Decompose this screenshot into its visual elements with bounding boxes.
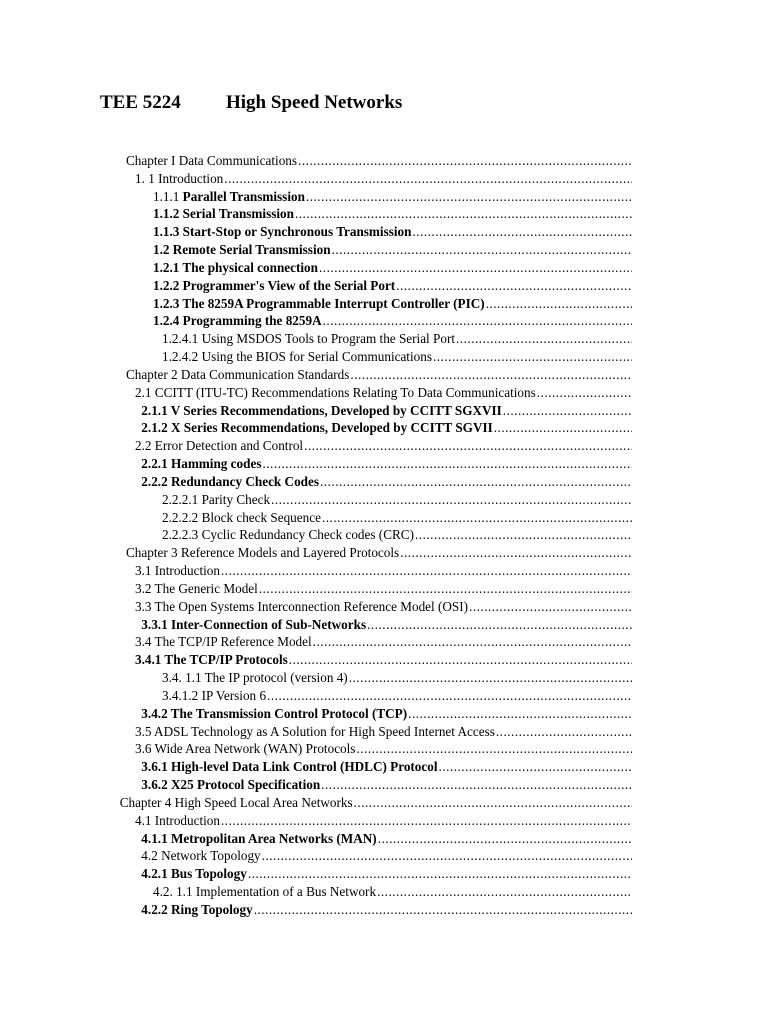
toc-entry-text: 4.2.1 Bus Topology bbox=[141, 866, 247, 882]
toc-entry[interactable] bbox=[135, 812, 632, 830]
toc-entry-label bbox=[141, 776, 320, 794]
toc-entry-text: 1.1.2 Serial Transmission bbox=[153, 206, 294, 222]
toc-entry-text: 2.1 CCITT (ITU-TC) Recommendations Relating To Data Communications bbox=[135, 384, 536, 400]
dot-leader bbox=[400, 544, 632, 562]
toc-entry-text: 3.3.1 Inter-Connection of Sub-Networks bbox=[141, 616, 367, 632]
dot-leader bbox=[306, 188, 632, 206]
toc-entry-label bbox=[153, 277, 395, 295]
toc-entry-text: 3.6 Wide Area Network (WAN) Protocols bbox=[135, 741, 356, 757]
toc-entry-text: 4.2. 1.1 Implementation of a Bus Network bbox=[153, 884, 377, 900]
toc-entry-label bbox=[141, 847, 260, 865]
toc-entry[interactable] bbox=[141, 455, 632, 473]
toc-entry-label bbox=[141, 473, 319, 491]
toc-entry-label bbox=[162, 491, 270, 509]
dot-leader bbox=[356, 740, 632, 758]
toc-entry-text: 1.2.3 The 8259A Programmable Interrupt Controller (PIC) bbox=[153, 295, 485, 311]
toc-entry[interactable] bbox=[153, 188, 632, 206]
toc-entry[interactable] bbox=[135, 562, 632, 580]
dot-leader bbox=[350, 366, 632, 384]
toc-entry-label bbox=[141, 865, 247, 883]
toc-entry-text: 2.2 Error Detection and Control bbox=[135, 438, 304, 454]
toc-entry[interactable] bbox=[141, 830, 632, 848]
toc-entry-label bbox=[153, 295, 485, 313]
dot-leader bbox=[321, 776, 632, 794]
toc-entry-label bbox=[141, 705, 407, 723]
toc-entry-text: 3.4. 1.1 The IP protocol (version 4) bbox=[162, 670, 348, 686]
toc-entry-label bbox=[135, 437, 303, 455]
dot-leader bbox=[412, 223, 632, 241]
toc-entry[interactable] bbox=[162, 669, 632, 687]
dot-leader bbox=[289, 651, 632, 669]
dot-leader bbox=[367, 616, 632, 634]
toc-entry-text: Chapter I Data Communications bbox=[126, 153, 298, 168]
toc-entry-text: 3.4.1.2 IP Version 6 bbox=[162, 687, 267, 703]
dot-leader bbox=[396, 277, 632, 295]
dot-leader bbox=[377, 883, 632, 901]
toc-entry-label bbox=[162, 669, 348, 687]
toc-entry[interactable] bbox=[162, 687, 632, 705]
toc-entry-label bbox=[126, 366, 349, 384]
dot-leader bbox=[349, 669, 632, 687]
toc-entry-text: 2.1.2 X Series Recommendations, Developed by CCITT SGVII bbox=[141, 420, 493, 436]
toc-entry[interactable] bbox=[135, 437, 632, 455]
toc-entry[interactable] bbox=[153, 312, 632, 330]
toc-entry-text: 3.4.1 The TCP/IP Protocols bbox=[135, 652, 288, 668]
toc-entry-text: 1.2.4 Programming the 8259A bbox=[153, 313, 322, 329]
toc-entry-label bbox=[135, 384, 536, 402]
toc-entry-text: 2.2.2.3 Cyclic Redundancy Check codes (CRC) bbox=[162, 527, 414, 543]
dot-leader bbox=[319, 259, 632, 277]
toc-entry-text: 3.6.2 X25 Protocol Specification bbox=[141, 777, 321, 793]
dot-leader bbox=[323, 312, 632, 330]
toc-entry-text: 2.2.2 Redundancy Check Codes bbox=[141, 473, 319, 489]
toc-entry[interactable] bbox=[153, 241, 632, 259]
dot-leader bbox=[248, 865, 632, 883]
toc-entry-label bbox=[153, 205, 294, 223]
dot-leader bbox=[262, 455, 632, 473]
dot-leader bbox=[304, 437, 632, 455]
toc-entry-label bbox=[162, 330, 455, 348]
toc-entry[interactable] bbox=[141, 616, 632, 634]
toc-entry-label bbox=[162, 509, 321, 527]
dot-leader bbox=[221, 812, 632, 830]
toc-entry-label bbox=[141, 419, 492, 437]
toc-entry-text: 1.2 Remote Serial Transmission bbox=[153, 242, 331, 258]
toc-entry-label bbox=[126, 544, 399, 562]
toc-entry-label bbox=[135, 598, 468, 616]
dot-leader bbox=[320, 473, 632, 491]
toc-entry-text: 2.2.2.2 Block check Sequence bbox=[162, 509, 321, 525]
toc-entry[interactable] bbox=[126, 366, 632, 384]
toc-entry-text: 3.5 ADSL Technology as A Solution for High Speed Internet Access bbox=[135, 723, 495, 739]
toc-entry[interactable] bbox=[135, 598, 632, 616]
toc-entry[interactable] bbox=[153, 223, 632, 241]
page-title bbox=[100, 92, 402, 114]
toc-entry-text: Chapter 4 High Speed Local Area Networks bbox=[119, 794, 353, 810]
dot-leader bbox=[221, 562, 632, 580]
toc-entry-text: 3.1 Introduction bbox=[135, 563, 220, 579]
toc-entry[interactable] bbox=[126, 152, 632, 170]
dot-leader bbox=[322, 509, 632, 527]
dot-leader bbox=[415, 526, 632, 544]
toc-entry[interactable] bbox=[141, 847, 632, 865]
dot-leader bbox=[439, 758, 632, 776]
toc-entry-text: 4.2 Network Topology bbox=[141, 848, 261, 864]
dot-leader bbox=[503, 402, 632, 420]
toc-entry-text: 3.2 The Generic Model bbox=[135, 580, 258, 596]
dot-leader bbox=[469, 598, 632, 616]
toc-entry-label bbox=[162, 348, 432, 366]
toc-entry-text: 3.6.1 High-level Data Link Control (HDLC) Protocol bbox=[141, 759, 438, 775]
toc-entry-text: 1. 1 Introduction bbox=[135, 170, 224, 186]
toc-entry-text: 1.2.4.2 Using the BIOS for Serial Communications bbox=[162, 349, 432, 365]
dot-leader bbox=[494, 419, 632, 437]
toc-entry-text: 2.1.1 V Series Recommendations, Developed by CCITT SGXVII bbox=[141, 402, 502, 418]
toc-entry[interactable] bbox=[162, 348, 632, 366]
toc-entry-label bbox=[126, 152, 297, 170]
toc-entry-text: 3.3 The Open Systems Interconnection Reference Model (OSI) bbox=[135, 598, 469, 614]
toc-entry-label bbox=[135, 723, 495, 741]
toc-entry[interactable] bbox=[141, 419, 632, 437]
dot-leader bbox=[298, 152, 632, 170]
toc-entry-text: 4.1.1 Metropolitan Area Networks (MAN) bbox=[141, 830, 377, 846]
toc-entry-label bbox=[135, 633, 312, 651]
toc-entry-label bbox=[162, 687, 266, 705]
toc-entry[interactable] bbox=[135, 580, 632, 598]
toc-entry-label bbox=[141, 758, 437, 776]
toc-entry[interactable] bbox=[135, 740, 632, 758]
toc-entry[interactable] bbox=[135, 170, 632, 188]
dot-leader bbox=[259, 580, 632, 598]
toc-entry[interactable] bbox=[120, 794, 632, 812]
toc-entry-label bbox=[153, 312, 322, 330]
toc-entry-label bbox=[141, 402, 501, 420]
toc-entry-label bbox=[135, 812, 220, 830]
dot-leader bbox=[496, 723, 632, 741]
toc-entry-label bbox=[135, 562, 220, 580]
toc-entry-text: Chapter 3 Reference Models and Layered Protocols bbox=[126, 545, 400, 561]
toc-entry-label bbox=[141, 616, 366, 634]
toc-entry[interactable] bbox=[141, 473, 632, 491]
toc-entry-text: 3.4.2 The Transmission Control Protocol (TCP) bbox=[141, 705, 408, 721]
toc-entry-text: 4.2.2 Ring Topology bbox=[141, 901, 253, 917]
dot-leader bbox=[313, 633, 632, 651]
toc-entry[interactable] bbox=[126, 544, 632, 562]
toc-entry-label bbox=[135, 651, 288, 669]
toc-entry[interactable] bbox=[141, 776, 632, 794]
toc-entry[interactable] bbox=[162, 509, 632, 527]
toc-entry-label bbox=[141, 830, 376, 848]
toc-entry[interactable] bbox=[162, 491, 632, 509]
toc-entry-text: 1.2.4.1 Using MSDOS Tools to Program the Serial Port bbox=[162, 331, 455, 347]
toc-entry-label bbox=[135, 740, 355, 758]
toc-entry-text: Parallel Transmission bbox=[182, 188, 305, 204]
toc-entry-text: 1.2.2 Programmer's View of the Serial Port bbox=[153, 277, 396, 293]
dot-leader bbox=[408, 705, 632, 723]
dot-leader bbox=[378, 830, 632, 848]
dot-leader bbox=[433, 348, 632, 366]
course-code: TEE 5224 bbox=[100, 92, 181, 113]
toc-entry[interactable] bbox=[135, 651, 632, 669]
dot-leader bbox=[295, 205, 632, 223]
toc-entry-text: 3.4 The TCP/IP Reference Model bbox=[135, 634, 312, 650]
toc-entry[interactable] bbox=[141, 758, 632, 776]
toc-entry[interactable] bbox=[153, 883, 632, 901]
toc-entry-label bbox=[153, 188, 305, 206]
toc-entry[interactable] bbox=[141, 865, 632, 883]
toc-entry-label bbox=[120, 794, 353, 812]
dot-leader bbox=[254, 901, 632, 919]
toc-entry-label bbox=[135, 170, 223, 188]
toc-entry[interactable] bbox=[135, 723, 632, 741]
toc-entry-text: 2.2.2.1 Parity Check bbox=[162, 491, 271, 507]
dot-leader bbox=[332, 241, 632, 259]
toc-entry-label bbox=[153, 241, 331, 259]
toc-entry-text: Chapter 2 Data Communication Standards bbox=[126, 366, 350, 382]
toc-entry-label bbox=[141, 901, 252, 919]
toc-entry[interactable] bbox=[141, 705, 632, 723]
toc-entry-text: 4.1 Introduction bbox=[135, 812, 220, 828]
toc-entry-text: 1.1.3 Start-Stop or Synchronous Transmission bbox=[153, 224, 412, 240]
dot-leader bbox=[271, 491, 632, 509]
toc-entry-label bbox=[141, 455, 261, 473]
dot-leader bbox=[267, 687, 632, 705]
toc-entry[interactable] bbox=[162, 330, 632, 348]
toc-entry-label bbox=[153, 883, 376, 901]
toc-entry[interactable] bbox=[153, 277, 632, 295]
dot-leader bbox=[537, 384, 632, 402]
dot-leader bbox=[486, 295, 632, 313]
dot-leader bbox=[354, 794, 632, 812]
dot-leader bbox=[224, 170, 632, 188]
toc-entry-text: 1.2.1 The physical connection bbox=[153, 259, 318, 275]
toc-entry[interactable] bbox=[141, 901, 632, 919]
toc-entry-number: 1.1.1 bbox=[153, 188, 183, 204]
dot-leader bbox=[262, 847, 632, 865]
toc-entry[interactable] bbox=[153, 205, 632, 223]
toc-entry-label bbox=[153, 259, 318, 277]
dot-leader bbox=[456, 330, 632, 348]
toc-entry-label bbox=[162, 526, 414, 544]
toc-entry[interactable] bbox=[135, 633, 632, 651]
course-name: High Speed Networks bbox=[226, 92, 403, 113]
toc-entry-label bbox=[153, 223, 411, 241]
toc-entry[interactable] bbox=[141, 402, 632, 420]
toc-entry-label bbox=[135, 580, 258, 598]
toc-entry[interactable] bbox=[162, 526, 632, 544]
toc-entry-text: 2.2.1 Hamming codes bbox=[141, 456, 262, 472]
toc-entry[interactable] bbox=[153, 259, 632, 277]
toc-entry[interactable] bbox=[135, 384, 632, 402]
toc-entry[interactable] bbox=[153, 295, 632, 313]
